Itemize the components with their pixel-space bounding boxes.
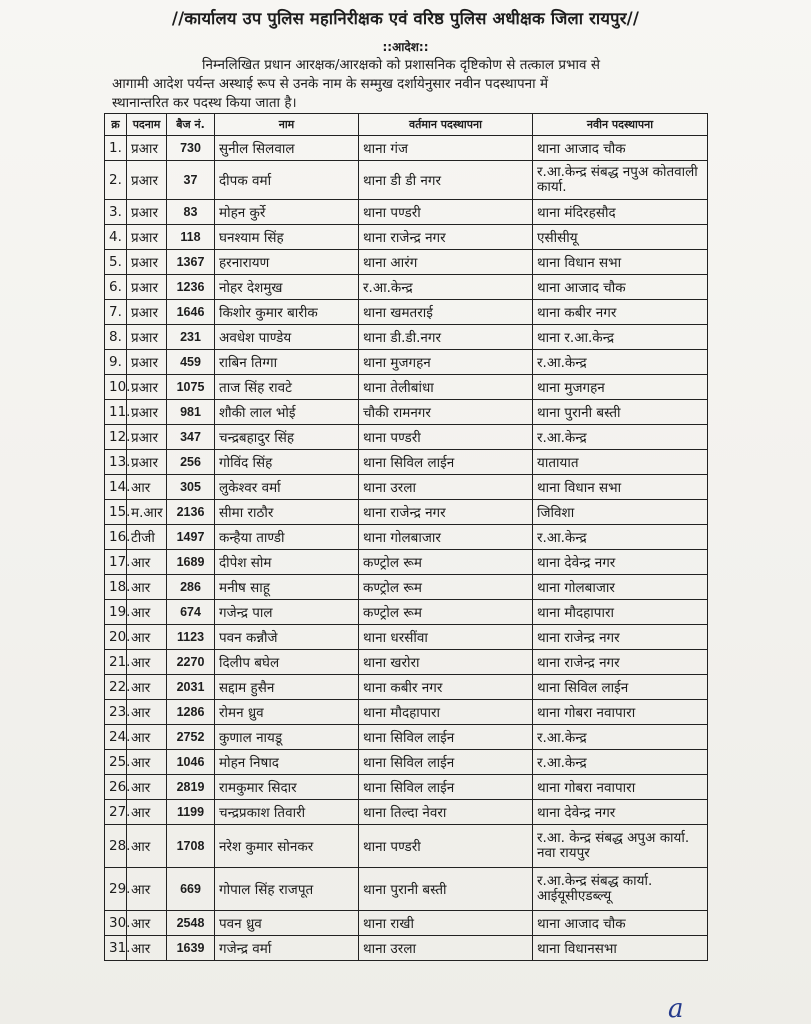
badge-cell: 2031 bbox=[167, 675, 215, 700]
badge-cell: 674 bbox=[167, 600, 215, 625]
designation-cell: प्रआर bbox=[127, 425, 167, 450]
badge-cell: 1199 bbox=[167, 800, 215, 825]
name-cell: मोहन निषाद bbox=[215, 750, 359, 775]
table-row bbox=[105, 275, 708, 300]
current-posting-cell: थाना राजेन्द्र नगर bbox=[359, 225, 533, 250]
serial-cell: 21. bbox=[105, 650, 127, 675]
badge-cell: 1286 bbox=[167, 700, 215, 725]
header-badge-no: बैज नं. bbox=[167, 114, 215, 136]
badge-cell: 256 bbox=[167, 450, 215, 475]
new-posting-cell: थाना देवेन्द्र नगर bbox=[533, 800, 708, 825]
badge-cell: 2752 bbox=[167, 725, 215, 750]
new-posting-cell: र.आ.केन्द्र bbox=[533, 350, 708, 375]
table-row bbox=[105, 300, 708, 325]
badge-cell: 1639 bbox=[167, 936, 215, 961]
table-row bbox=[105, 550, 708, 575]
new-posting-cell: थाना र.आ.केन्द्र bbox=[533, 325, 708, 350]
current-posting-cell: थाना तिल्दा नेवरा bbox=[359, 800, 533, 825]
name-cell: सीमा राठौर bbox=[215, 500, 359, 525]
badge-cell: 1646 bbox=[167, 300, 215, 325]
table-row bbox=[105, 200, 708, 225]
badge-cell: 981 bbox=[167, 400, 215, 425]
designation-cell: आर bbox=[127, 675, 167, 700]
badge-cell: 1236 bbox=[167, 275, 215, 300]
badge-cell: 83 bbox=[167, 200, 215, 225]
serial-cell: 15. bbox=[105, 500, 127, 525]
serial-cell: 14. bbox=[105, 475, 127, 500]
new-posting-cell: र.आ.केन्द्र संबद्ध नपुअ कोतवाली कार्या. bbox=[533, 161, 708, 200]
designation-cell: आर bbox=[127, 936, 167, 961]
name-cell: पवन कन्नौजे bbox=[215, 625, 359, 650]
name-cell: कुणाल नायडू bbox=[215, 725, 359, 750]
new-posting-cell: र.आ.केन्द्र bbox=[533, 425, 708, 450]
current-posting-cell: थाना राजेन्द्र नगर bbox=[359, 500, 533, 525]
name-cell: रोमन ध्रुव bbox=[215, 700, 359, 725]
name-cell: चन्द्रप्रकाश तिवारी bbox=[215, 800, 359, 825]
table-row bbox=[105, 936, 708, 961]
current-posting-cell: कण्ट्रोल रूम bbox=[359, 600, 533, 625]
serial-cell: 4. bbox=[105, 225, 127, 250]
current-posting-cell: थाना गोलबाजार bbox=[359, 525, 533, 550]
designation-cell: आर bbox=[127, 911, 167, 936]
designation-cell: आर bbox=[127, 800, 167, 825]
serial-cell: 11. bbox=[105, 400, 127, 425]
current-posting-cell: थाना डी.डी.नगर bbox=[359, 325, 533, 350]
table-row bbox=[105, 750, 708, 775]
new-posting-cell: थाना गोबरा नवापारा bbox=[533, 700, 708, 725]
badge-cell: 2136 bbox=[167, 500, 215, 525]
table-row bbox=[105, 700, 708, 725]
current-posting-cell: थाना मौदहापारा bbox=[359, 700, 533, 725]
designation-cell: प्रआर bbox=[127, 250, 167, 275]
new-posting-cell: थाना आजाद चौक bbox=[533, 136, 708, 161]
designation-cell: प्रआर bbox=[127, 225, 167, 250]
designation-cell: आर bbox=[127, 700, 167, 725]
table-row bbox=[105, 575, 708, 600]
designation-cell: आर bbox=[127, 775, 167, 800]
designation-cell: प्रआर bbox=[127, 450, 167, 475]
badge-cell: 669 bbox=[167, 868, 215, 911]
table-row bbox=[105, 725, 708, 750]
designation-cell: प्रआर bbox=[127, 375, 167, 400]
document-title: //कार्यालय उप पुलिस महानिरीक्षक एवं वरिष्ठ पुलिस अधीक्षक जिला रायपुर// bbox=[171, 9, 640, 28]
name-cell: घनश्याम सिंह bbox=[215, 225, 359, 250]
current-posting-cell: थाना मुजगहन bbox=[359, 350, 533, 375]
name-cell: गजेन्द्र वर्मा bbox=[215, 936, 359, 961]
current-posting-cell: थाना पुरानी बस्ती bbox=[359, 868, 533, 911]
badge-cell: 286 bbox=[167, 575, 215, 600]
serial-cell: 25. bbox=[105, 750, 127, 775]
badge-cell: 305 bbox=[167, 475, 215, 500]
badge-cell: 118 bbox=[167, 225, 215, 250]
serial-cell: 2. bbox=[105, 161, 127, 200]
serial-cell: 18. bbox=[105, 575, 127, 600]
new-posting-cell: थाना राजेन्द्र नगर bbox=[533, 625, 708, 650]
serial-cell: 10. bbox=[105, 375, 127, 400]
new-posting-cell: र.आ.केन्द्र bbox=[533, 750, 708, 775]
designation-cell: प्रआर bbox=[127, 325, 167, 350]
new-posting-cell: जिविशा bbox=[533, 500, 708, 525]
new-posting-cell: थाना देवेन्द्र नगर bbox=[533, 550, 708, 575]
table-row bbox=[105, 525, 708, 550]
name-cell: मनीष साहू bbox=[215, 575, 359, 600]
table-row bbox=[105, 500, 708, 525]
name-cell: रामकुमार सिदार bbox=[215, 775, 359, 800]
table-header-row bbox=[105, 114, 708, 136]
designation-cell: प्रआर bbox=[127, 300, 167, 325]
badge-cell: 347 bbox=[167, 425, 215, 450]
header-name: नाम bbox=[215, 114, 359, 136]
designation-cell: प्रआर bbox=[127, 350, 167, 375]
paragraph-line: स्थानान्तरित कर पदस्थ किया जाता है। bbox=[112, 95, 297, 111]
new-posting-cell: थाना आजाद चौक bbox=[533, 911, 708, 936]
new-posting-cell: थाना विधान सभा bbox=[533, 475, 708, 500]
designation-cell: प्रआर bbox=[127, 400, 167, 425]
transfer-table bbox=[104, 113, 708, 961]
current-posting-cell: थाना खमतराई bbox=[359, 300, 533, 325]
serial-cell: 3. bbox=[105, 200, 127, 225]
designation-cell: आर bbox=[127, 650, 167, 675]
badge-cell: 1689 bbox=[167, 550, 215, 575]
current-posting-cell: चौकी रामनगर bbox=[359, 400, 533, 425]
table-row bbox=[105, 400, 708, 425]
badge-cell: 2548 bbox=[167, 911, 215, 936]
current-posting-cell: थाना धरसींवा bbox=[359, 625, 533, 650]
header-current-posting: वर्तमान पदस्थापना bbox=[359, 114, 533, 136]
new-posting-cell: र.आ.केन्द्र संबद्ध कार्या. आईयूसीएडब्ल्यू bbox=[533, 868, 708, 911]
serial-cell: 1. bbox=[105, 136, 127, 161]
new-posting-cell: थाना पुरानी बस्ती bbox=[533, 400, 708, 425]
new-posting-cell: थाना मौदहापारा bbox=[533, 600, 708, 625]
current-posting-cell: थाना सिविल लाईन bbox=[359, 750, 533, 775]
serial-cell: 20. bbox=[105, 625, 127, 650]
current-posting-cell: थाना तेलीबांधा bbox=[359, 375, 533, 400]
current-posting-cell: थाना सिविल लाईन bbox=[359, 450, 533, 475]
current-posting-cell: थाना पण्डरी bbox=[359, 200, 533, 225]
serial-cell: 23. bbox=[105, 700, 127, 725]
name-cell: दिलीप बघेल bbox=[215, 650, 359, 675]
designation-cell: आर bbox=[127, 868, 167, 911]
designation-cell: आर bbox=[127, 475, 167, 500]
name-cell: नोहर देशमुख bbox=[215, 275, 359, 300]
serial-cell: 19. bbox=[105, 600, 127, 625]
table-row bbox=[105, 475, 708, 500]
new-posting-cell: र.आ.केन्द्र bbox=[533, 525, 708, 550]
badge-cell: 37 bbox=[167, 161, 215, 200]
new-posting-cell: थाना मंदिरहसौद bbox=[533, 200, 708, 225]
table-row bbox=[105, 868, 708, 911]
badge-cell: 1046 bbox=[167, 750, 215, 775]
badge-cell: 459 bbox=[167, 350, 215, 375]
serial-cell: 28. bbox=[105, 825, 127, 868]
name-cell: चन्द्रबहादुर सिंह bbox=[215, 425, 359, 450]
current-posting-cell: कण्ट्रोल रूम bbox=[359, 550, 533, 575]
serial-cell: 8. bbox=[105, 325, 127, 350]
table-row bbox=[105, 600, 708, 625]
current-posting-cell: थाना पण्डरी bbox=[359, 825, 533, 868]
badge-cell: 1708 bbox=[167, 825, 215, 868]
serial-cell: 30. bbox=[105, 911, 127, 936]
new-posting-cell: थाना मुजगहन bbox=[533, 375, 708, 400]
table-row bbox=[105, 450, 708, 475]
new-posting-cell: थाना कबीर नगर bbox=[533, 300, 708, 325]
table-row bbox=[105, 136, 708, 161]
name-cell: हरनारायण bbox=[215, 250, 359, 275]
serial-cell: 29. bbox=[105, 868, 127, 911]
serial-cell: 6. bbox=[105, 275, 127, 300]
badge-cell: 2270 bbox=[167, 650, 215, 675]
badge-cell: 1075 bbox=[167, 375, 215, 400]
current-posting-cell: थाना खरोरा bbox=[359, 650, 533, 675]
new-posting-cell: थाना राजेन्द्र नगर bbox=[533, 650, 708, 675]
name-cell: सद्दाम हुसैन bbox=[215, 675, 359, 700]
serial-cell: 5. bbox=[105, 250, 127, 275]
current-posting-cell: थाना उरला bbox=[359, 475, 533, 500]
serial-cell: 31. bbox=[105, 936, 127, 961]
new-posting-cell: थाना सिविल लाईन bbox=[533, 675, 708, 700]
new-posting-cell: र.आ. केन्द्र संबद्ध अपुअ कार्या. नवा रायपुर bbox=[533, 825, 708, 868]
designation-cell: प्रआर bbox=[127, 136, 167, 161]
badge-cell: 2819 bbox=[167, 775, 215, 800]
table-row bbox=[105, 800, 708, 825]
badge-cell: 1497 bbox=[167, 525, 215, 550]
badge-cell: 1367 bbox=[167, 250, 215, 275]
name-cell: गजेन्द्र पाल bbox=[215, 600, 359, 625]
new-posting-cell: थाना गोलबाजार bbox=[533, 575, 708, 600]
order-heading: ::आदेश:: bbox=[382, 40, 429, 54]
current-posting-cell: र.आ.केन्द्र bbox=[359, 275, 533, 300]
serial-cell: 12. bbox=[105, 425, 127, 450]
designation-cell: आर bbox=[127, 725, 167, 750]
serial-cell: 16. bbox=[105, 525, 127, 550]
designation-cell: आर bbox=[127, 600, 167, 625]
name-cell: लुकेश्वर वर्मा bbox=[215, 475, 359, 500]
header-designation: पदनाम bbox=[127, 114, 167, 136]
designation-cell: आर bbox=[127, 625, 167, 650]
table-row bbox=[105, 625, 708, 650]
badge-cell: 231 bbox=[167, 325, 215, 350]
table-row bbox=[105, 325, 708, 350]
serial-cell: 13. bbox=[105, 450, 127, 475]
table-row bbox=[105, 250, 708, 275]
new-posting-cell: थाना विधान सभा bbox=[533, 250, 708, 275]
designation-cell: आर bbox=[127, 550, 167, 575]
current-posting-cell: थाना आरंग bbox=[359, 250, 533, 275]
current-posting-cell: थाना सिविल लाईन bbox=[359, 775, 533, 800]
current-posting-cell: थाना गंज bbox=[359, 136, 533, 161]
table-row bbox=[105, 161, 708, 200]
new-posting-cell: थाना विधानसभा bbox=[533, 936, 708, 961]
designation-cell: प्रआर bbox=[127, 200, 167, 225]
badge-cell: 1123 bbox=[167, 625, 215, 650]
new-posting-cell: यातायात bbox=[533, 450, 708, 475]
table-row bbox=[105, 911, 708, 936]
name-cell: नरेश कुमार सोनकर bbox=[215, 825, 359, 868]
new-posting-cell: र.आ.केन्द्र bbox=[533, 725, 708, 750]
table-row bbox=[105, 825, 708, 868]
name-cell: पवन ध्रुव bbox=[215, 911, 359, 936]
name-cell: गोविंद सिंह bbox=[215, 450, 359, 475]
serial-cell: 27. bbox=[105, 800, 127, 825]
current-posting-cell: थाना पण्डरी bbox=[359, 425, 533, 450]
header-serial: क्र bbox=[105, 114, 127, 136]
paragraph-line: निम्नलिखित प्रधान आरक्षक/आरक्षको को प्रशासनिक दृष्टिकोण से तत्काल प्रभाव से bbox=[202, 57, 600, 73]
handwritten-mark: a bbox=[668, 994, 684, 1024]
table-row bbox=[105, 425, 708, 450]
serial-cell: 9. bbox=[105, 350, 127, 375]
table-row bbox=[105, 675, 708, 700]
name-cell: दीपेश सोम bbox=[215, 550, 359, 575]
current-posting-cell: थाना सिविल लाईन bbox=[359, 725, 533, 750]
current-posting-cell: थाना राखी bbox=[359, 911, 533, 936]
order-paragraph bbox=[112, 56, 708, 113]
name-cell: किशोर कुमार बारीक bbox=[215, 300, 359, 325]
designation-cell: आर bbox=[127, 825, 167, 868]
name-cell: गोपाल सिंह राजपूत bbox=[215, 868, 359, 911]
designation-cell: आर bbox=[127, 750, 167, 775]
current-posting-cell: थाना डी डी नगर bbox=[359, 161, 533, 200]
designation-cell: टीजी bbox=[127, 525, 167, 550]
name-cell: दीपक वर्मा bbox=[215, 161, 359, 200]
serial-cell: 24. bbox=[105, 725, 127, 750]
name-cell: मोहन कुर्रे bbox=[215, 200, 359, 225]
name-cell: सुनील सिलवाल bbox=[215, 136, 359, 161]
designation-cell: प्रआर bbox=[127, 161, 167, 200]
table-row bbox=[105, 775, 708, 800]
name-cell: शौकी लाल भोई bbox=[215, 400, 359, 425]
designation-cell: आर bbox=[127, 575, 167, 600]
serial-cell: 17. bbox=[105, 550, 127, 575]
paragraph-line: आगामी आदेश पर्यन्त अस्थाई रूप से उनके नाम के सम्मुख दर्शायेनुसार नवीन पदस्थापना में bbox=[112, 76, 549, 92]
new-posting-cell: थाना गोबरा नवापारा bbox=[533, 775, 708, 800]
badge-cell: 730 bbox=[167, 136, 215, 161]
name-cell: कन्हैया ताण्डी bbox=[215, 525, 359, 550]
designation-cell: म.आर bbox=[127, 500, 167, 525]
name-cell: राबिन तिग्गा bbox=[215, 350, 359, 375]
designation-cell: प्रआर bbox=[127, 275, 167, 300]
header-new-posting: नवीन पदस्थापना bbox=[533, 114, 708, 136]
current-posting-cell: थाना उरला bbox=[359, 936, 533, 961]
serial-cell: 26. bbox=[105, 775, 127, 800]
new-posting-cell: थाना आजाद चौक bbox=[533, 275, 708, 300]
name-cell: अवधेश पाण्डेय bbox=[215, 325, 359, 350]
current-posting-cell: थाना कबीर नगर bbox=[359, 675, 533, 700]
serial-cell: 7. bbox=[105, 300, 127, 325]
current-posting-cell: कण्ट्रोल रूम bbox=[359, 575, 533, 600]
table-row bbox=[105, 350, 708, 375]
name-cell: ताज सिंह रावटे bbox=[215, 375, 359, 400]
table-row bbox=[105, 650, 708, 675]
table-row bbox=[105, 225, 708, 250]
new-posting-cell: एसीसीयू bbox=[533, 225, 708, 250]
table-row bbox=[105, 375, 708, 400]
serial-cell: 22. bbox=[105, 675, 127, 700]
